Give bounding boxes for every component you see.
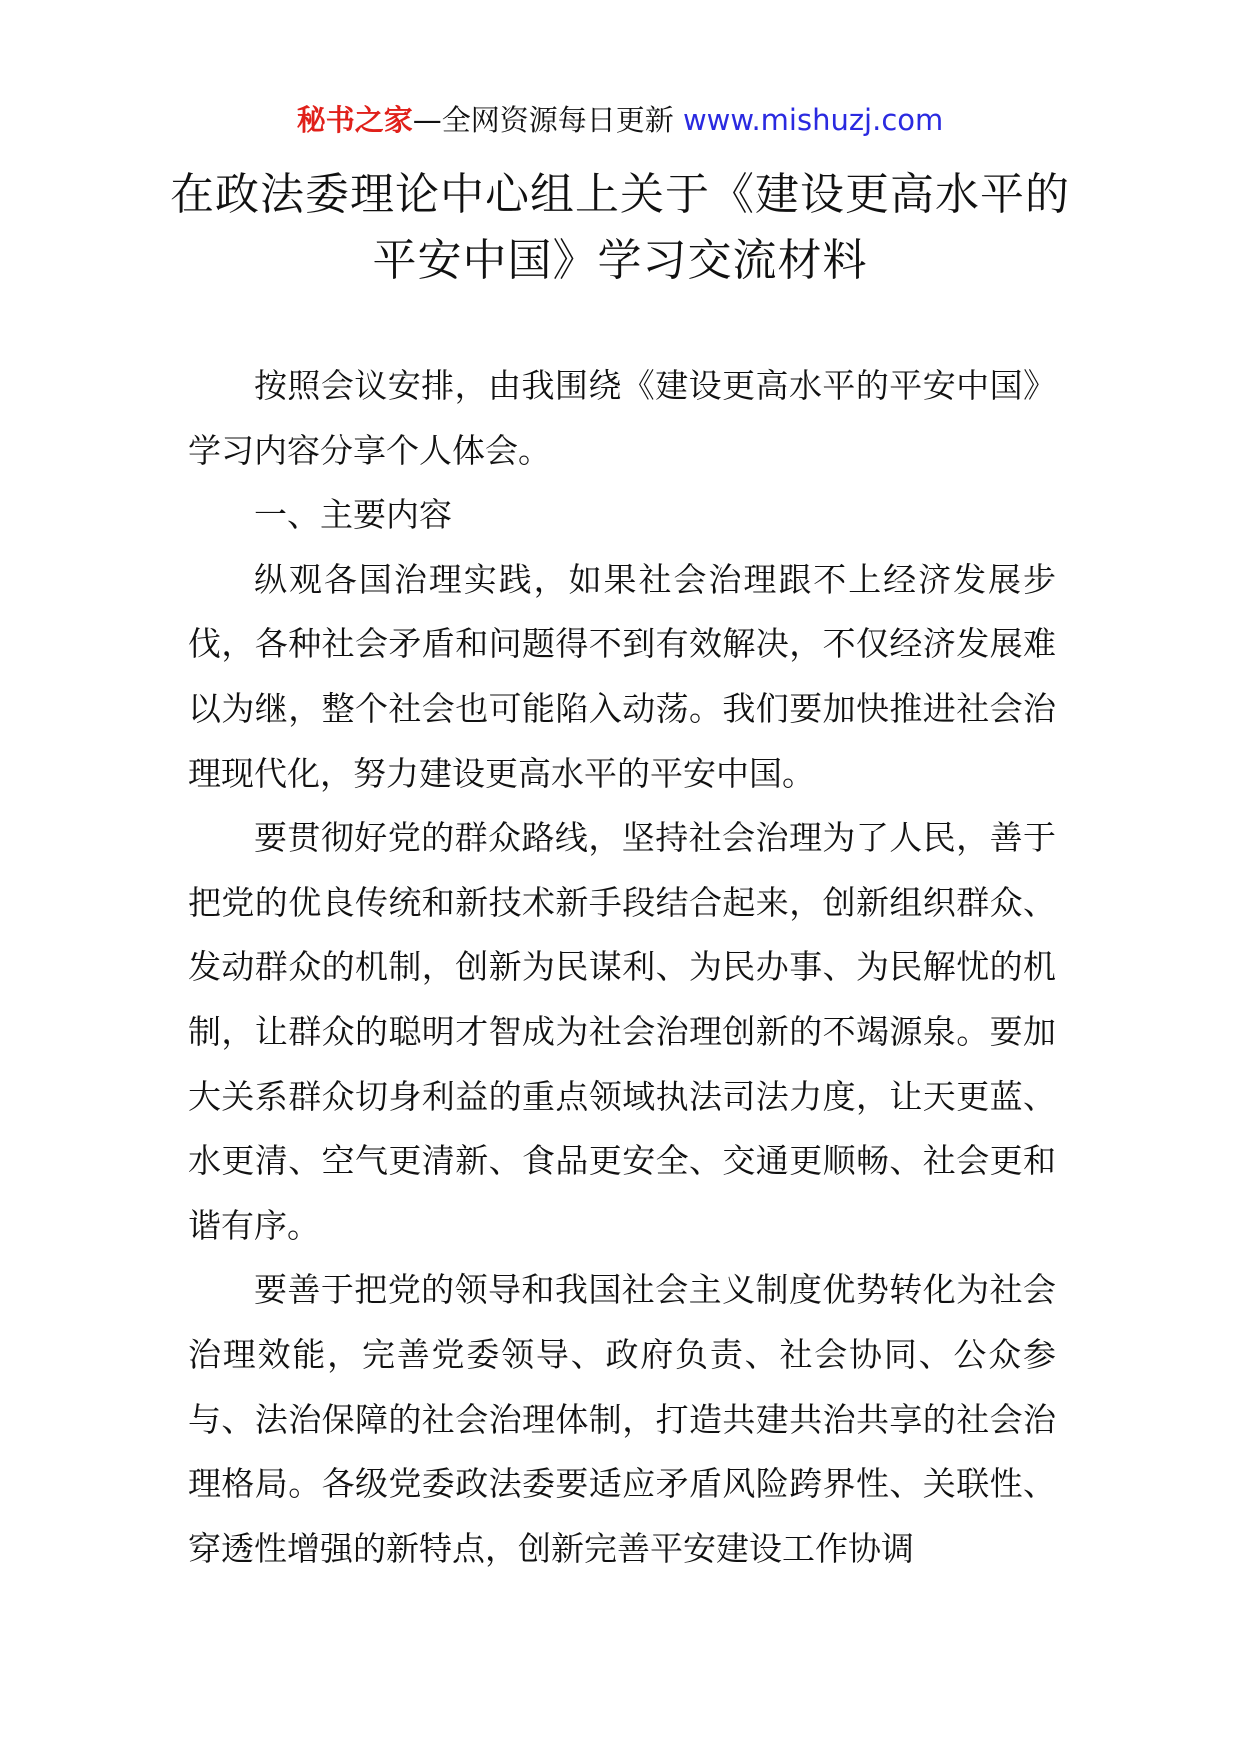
intro-paragraph: 按照会议安排，由我围绕《建设更高水平的平安中国》学习内容分享个人体会。 xyxy=(188,366,1056,470)
body-paragraph: 要贯彻好党的群众路线，坚持社会治理为了人民，善于把党的优良传统和新技术新手段结合起来，创新组织群众、发动群众的机制，创新为民谋利、为民办事、为民解忧的机制，让群众的聪明才智成为社会治理创新的不竭源泉。要加大关系群众切身利益的重点领域执法司法力度，让天更蓝、水更清、空气更清新、食品更安全、交通更顺畅、社会更和谐有序。 xyxy=(188,818,1056,1245)
body-paragraph: 纵观各国治理实践，如果社会治理跟不上经济发展步伐，各种社会矛盾和问题得不到有效解决，不仅经济发展难以为继，整个社会也可能陷入动荡。我们要加快推进社会治理现代化，努力建设更高水平的平安中国。 xyxy=(188,559,1056,793)
brand-name: 秘书之家 xyxy=(296,103,413,137)
document-title: 在政法委理论中心组上关于《建设更高水平的平安中国》学习交流材料 xyxy=(170,169,1070,286)
header-slogan: —全网资源每日更新 xyxy=(412,103,674,137)
site-header xyxy=(0,100,1240,140)
body-paragraph: 要善于把党的领导和我国社会主义制度优势转化为社会治理效能，完善党委领导、政府负责、社会协同、公众参与、法治保障的社会治理体制，打造共建共治共享的社会治理格局。各级党委政法委要适应矛盾风险跨界性、关联性、穿透性增强的新特点，创新完善平安建设工作协调 xyxy=(188,1270,1056,1568)
site-url-link[interactable]: www.mishuzj.com xyxy=(682,103,944,137)
section-heading: 一、主要内容 xyxy=(254,495,452,535)
document-body xyxy=(188,354,1056,1581)
